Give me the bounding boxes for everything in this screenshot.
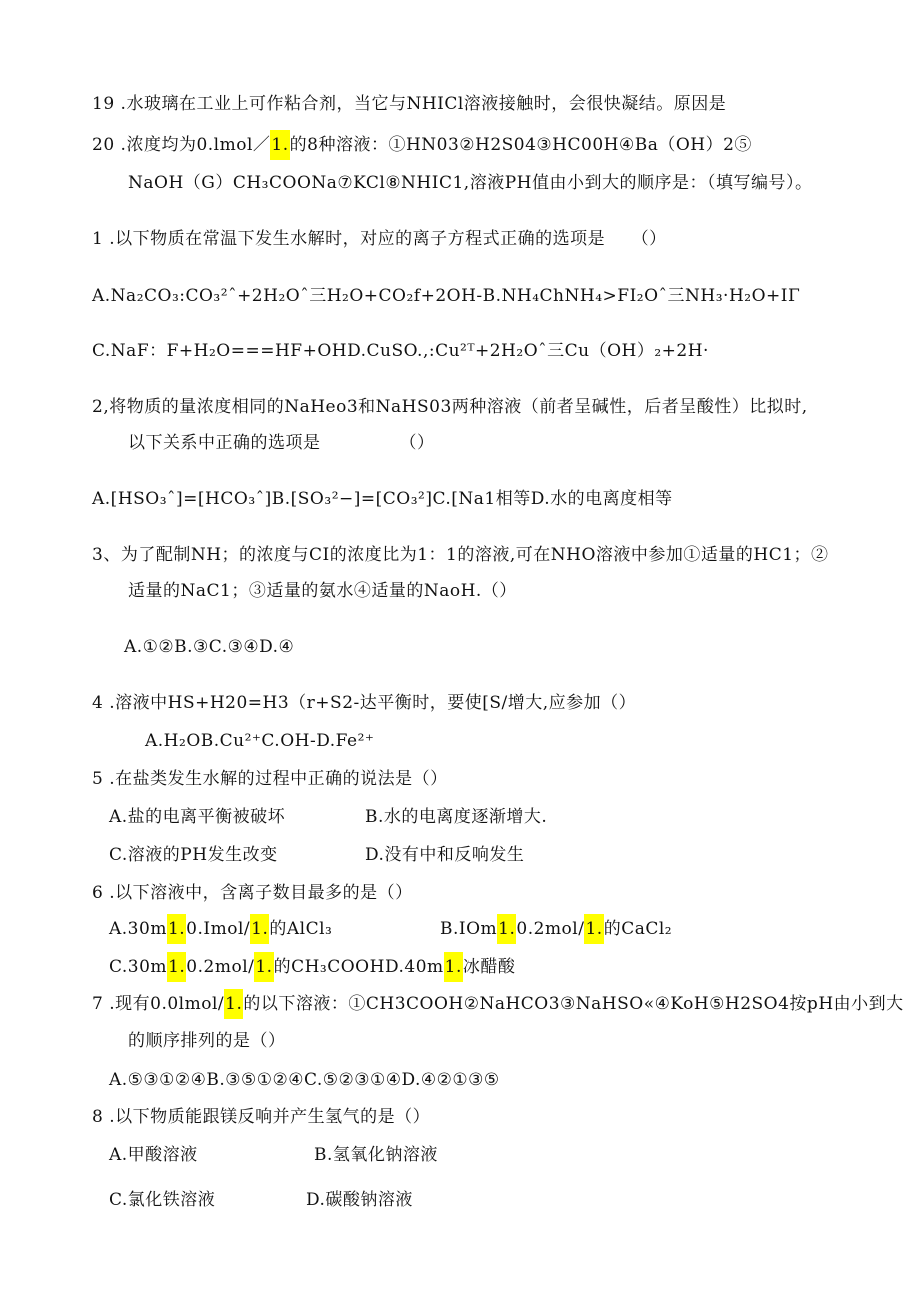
option-a-part: A.30m [109,919,167,939]
option-a-part: 的AlCl₃ [269,919,333,939]
highlight-mark: 1. [254,952,273,982]
question-7-stem-line2 [128,1029,286,1053]
question-4-options-text: A.H₂OB.Cu²⁺C.OH-D.Fe²⁺ [145,731,375,751]
question-5-option-c [109,843,278,867]
question-8-stem [92,1105,430,1129]
question-8-option-d [306,1188,413,1212]
question-7-stem2-text: 的顺序排列的是（） [128,1031,286,1051]
option-cd-part: 冰醋酸 [462,957,516,977]
highlight-mark: 1. [497,914,516,944]
question-8-option-d-text: D.碳酸钠溶液 [306,1190,413,1210]
question-2-stem-line2 [128,431,435,455]
question-3-stem2-text: 适量的NaC1；③适量的氨水④适量的NaoH.（） [128,581,517,601]
question-5-option-d-text: D.没有中和反响发生 [365,845,525,865]
question-4-stem [92,691,636,715]
highlight-mark: 1. [167,952,186,982]
question-1-options-ab [92,284,800,308]
highlight-mark: 1. [167,914,186,944]
highlight-mark: 1. [270,130,289,160]
question-5-option-a-text: A.盐的电离平衡被破坏 [109,807,286,827]
question-3-stem [92,543,829,567]
question-4-stem-text: 4 .溶液中HS+H20=H3（r+S2-达平衡时，要使[S/增大,应参加（） [92,693,637,713]
question-5-option-b [365,805,547,829]
option-cd-part: 的CH₃COOHD.40m [273,957,444,977]
question-8-option-a-text: A.甲酸溶液 [109,1145,198,1165]
option-b-part: 的CaCl₂ [603,919,673,939]
question-6-stem [92,881,413,905]
question-1-options-ab-text: A.Na₂CO₃:CO₃²ˆ+2H₂Oˆ三H₂O+CO₂f+2OH-B.NH₄ChNH₄>FI₂Oˆ三NH₃·H₂O+IΓ [92,286,801,306]
question-2-options-text: A.[HSO₃ˆ]=[HCO₃ˆ]B.[SO₃²−]=[CO₃²]C.[Na1相等D.水的电离度相等 [92,489,673,509]
question-6-option-a [109,917,332,941]
question-20 [92,133,752,157]
question-2-stem [92,395,808,419]
highlight-mark: 1. [250,914,269,944]
question-7-options [109,1068,500,1092]
option-b-part: B.IOm [440,919,498,939]
question-6-stem-text: 6 .以下溶液中，含离子数目最多的是（） [92,883,413,903]
question-2-options [92,487,673,511]
question-7-text-b: 的以下溶液：①CH3COOH②NaHCO3③NaHSO«④KoH⑤H2SO4按pH由小到大 [243,994,904,1014]
question-6-option-b [440,917,672,941]
question-4-options [145,729,374,753]
highlight-mark: 1. [584,914,603,944]
question-1-options-cd [92,339,709,363]
question-3-options-text: A.①②B.③C.③④D.④ [124,637,295,657]
question-20-text-a: 20 .浓度均为0.lmol／ [92,135,271,155]
highlight-mark: 1. [224,989,243,1019]
option-b-part: 0.2mol/ [516,919,585,939]
question-5-option-d [365,843,524,867]
question-3-stem-line2 [128,579,517,603]
question-2-stem-text: 2,将物质的量浓度相同的NaHeo3和NaHS03两种溶液（前者呈碱性，后者呈酸性）比拟时, [92,397,808,417]
question-1-options-cd-text: C.NaF：F+H₂O===HF+OHD.CuSO.,:Cu²ᵀ+2H₂Oˆ三Cu（OH）₂+2H· [92,341,709,361]
question-1-stem-text: 1 .以下物质在常温下发生水解时，对应的离子方程式正确的选项是 （） [92,229,667,249]
option-cd-part: 0.2mol/ [186,957,255,977]
question-8-stem-text: 8 .以下物质能跟镁反响并产生氢气的是（） [92,1107,431,1127]
question-3-stem-text: 3、为了配制NH；的浓度与CI的浓度比为1：1的溶液,可在NHO溶液中参加①适量的HC1；② [92,545,829,565]
question-20-text-c: NaOH（G）CH₃COONa⑦KCl⑧NHIC1,溶液PH值由小到大的顺序是：（填写编号）。 [128,173,813,193]
question-19-text: 19 .水玻璃在工业上可作粘合剂，当它与NHICl溶液接触时，会很快凝结。原因是 [92,94,727,114]
question-8-option-a [109,1143,198,1167]
question-1-stem [92,227,667,251]
question-6-options-cd [109,955,515,979]
question-8-option-c-text: C.氯化铁溶液 [109,1190,216,1210]
question-2-stem2-text: 以下关系中正确的选项是 （） [128,433,435,453]
option-cd-part: C.30m [109,957,168,977]
question-19 [92,92,726,116]
question-8-option-c [109,1188,215,1212]
question-20-text-b: 的8种溶液：①HN03②H2S04③HC00H④Ba（OH）2⑤ [289,135,752,155]
option-a-part: 0.Imol/ [186,919,251,939]
question-7-text-a: 7 .现有0.0lmol/ [92,994,225,1014]
question-5-option-a [109,805,285,829]
question-7-stem [92,992,904,1016]
question-3-options [124,635,294,659]
highlight-mark: 1. [444,952,463,982]
question-7-options-text: A.⑤③①②④B.③⑤①②④C.⑤②③①④D.④②①③⑤ [109,1070,500,1090]
question-8-option-b-text: B.氢氧化钠溶液 [314,1145,438,1165]
question-8-option-b [314,1143,438,1167]
question-20-line2 [128,171,812,195]
question-5-stem-text: 5 .在盐类发生水解的过程中正确的说法是（） [92,769,448,789]
question-5-stem [92,767,448,791]
question-5-option-c-text: C.溶液的PH发生改变 [109,845,278,865]
question-5-option-b-text: B.水的电离度逐渐增大. [365,807,548,827]
